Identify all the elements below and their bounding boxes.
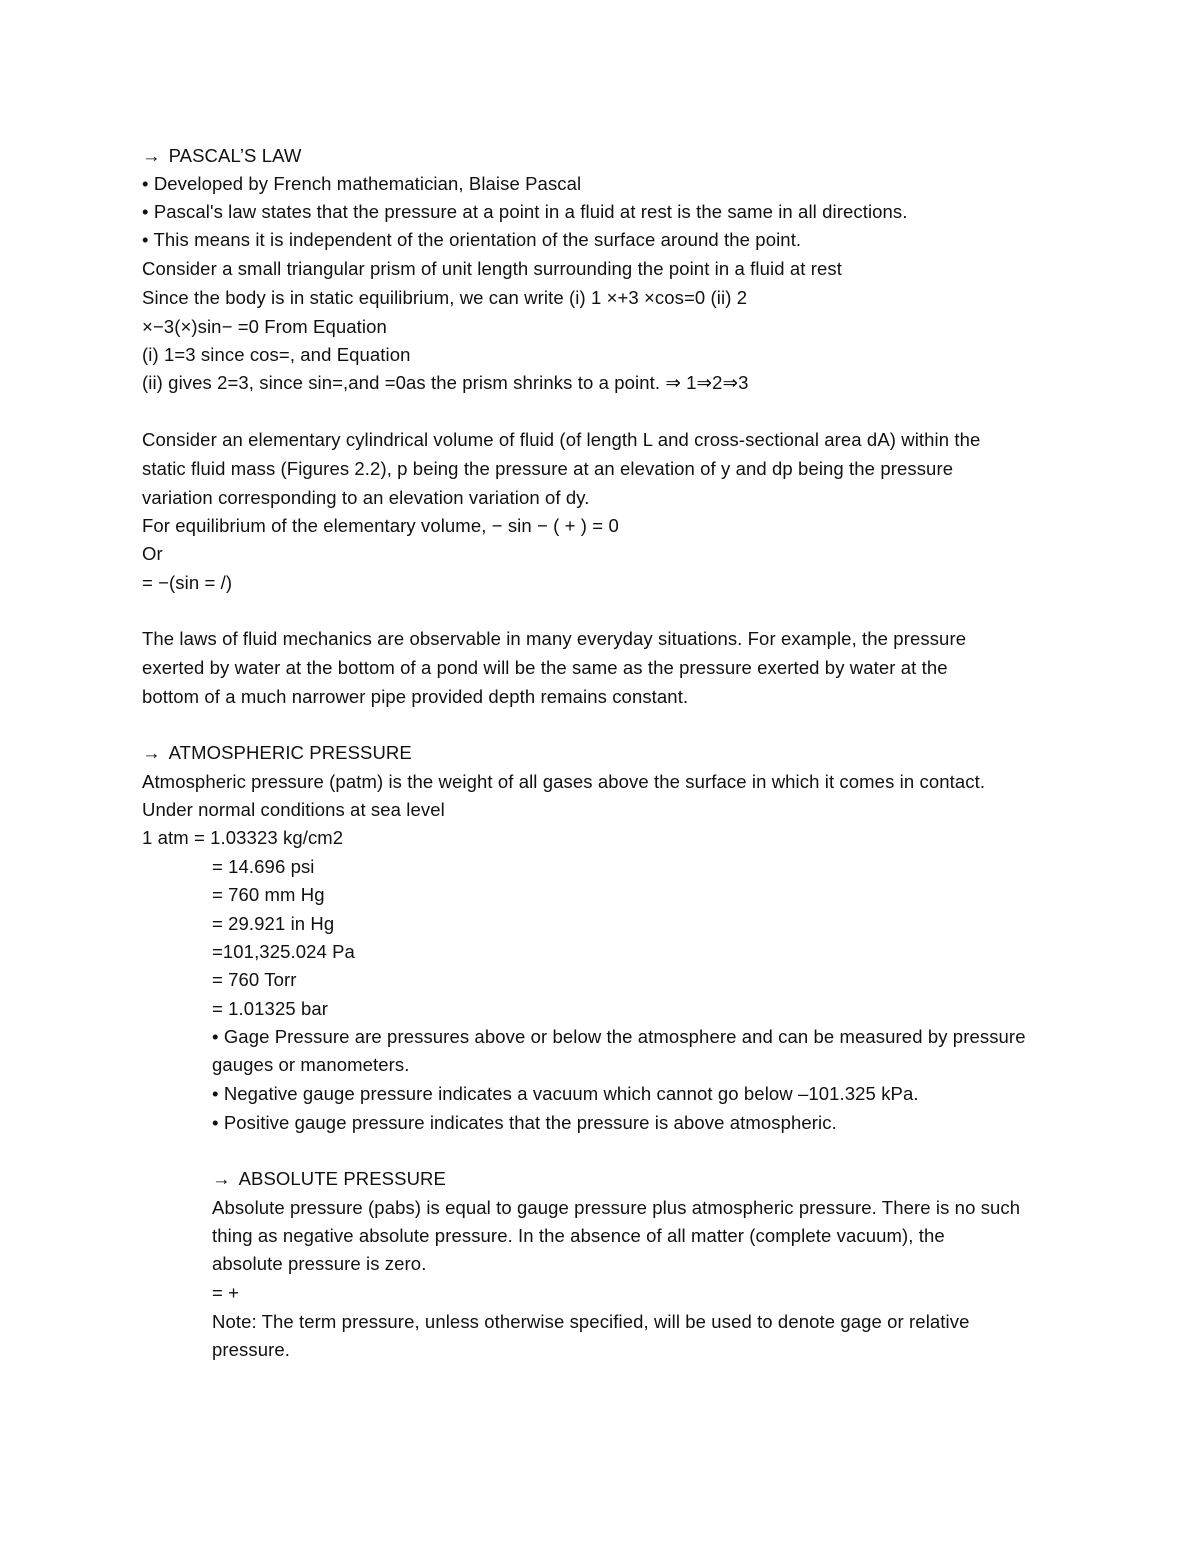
- equation-line: = −(sin = /): [142, 572, 233, 593]
- bullet-item: • Developed by French mathematician, Blaise Pascal: [142, 173, 582, 194]
- paragraph-line: Under normal conditions at sea level: [142, 799, 445, 820]
- equivalent-value: = 760 mm Hg: [212, 884, 325, 905]
- equivalent-value: = 14.696 psi: [212, 856, 315, 877]
- paragraph-line: static fluid mass (Figures 2.2), p being the pressure at an elevation of y and dp being the pressure: [142, 458, 954, 479]
- equation-line: 1 atm = 1.03323 kg/cm2: [142, 827, 344, 848]
- pascal-heading-line: [142, 144, 301, 168]
- note-line: pressure.: [212, 1339, 291, 1360]
- equivalent-value: = 760 Torr: [212, 969, 297, 990]
- equation-line: ×−3(×)sin− =0 From Equation: [142, 316, 387, 337]
- arrow-icon: →: [142, 742, 161, 763]
- bullet-item: • Pascal's law states that the pressure at a point in a fluid at rest is the same in all directions.: [142, 201, 908, 222]
- absolute-heading-line: [212, 1167, 446, 1191]
- paragraph-line: Atmospheric pressure (patm) is the weight of all gases above the surface in which it comes in contact.: [142, 771, 986, 792]
- bullet-item-continuation: gauges or manometers.: [212, 1054, 410, 1075]
- paragraph-line: absolute pressure is zero.: [212, 1253, 427, 1274]
- section-heading: PASCAL’S LAW: [168, 145, 302, 166]
- equation-line: For equilibrium of the elementary volume, − sin − ( + ) = 0: [142, 515, 619, 536]
- arrow-icon: →: [212, 1168, 231, 1189]
- paragraph-line: Absolute pressure (pabs) is equal to gauge pressure plus atmospheric pressure. There is no such: [212, 1197, 1021, 1218]
- note-line: Note: The term pressure, unless otherwise specified, will be used to denote gage or relative: [212, 1311, 970, 1332]
- bullet-item: • Gage Pressure are pressures above or below the atmosphere and can be measured by pressure: [212, 1026, 1026, 1047]
- bullet-item: • Positive gauge pressure indicates that the pressure is above atmospheric.: [212, 1112, 837, 1133]
- equation-line: = +: [212, 1282, 240, 1303]
- paragraph-line: Or: [142, 543, 163, 564]
- paragraph-line: bottom of a much narrower pipe provided depth remains constant.: [142, 686, 689, 707]
- equation-line: (i) 1=3 since cos=, and Equation: [142, 344, 411, 365]
- section-heading: ATMOSPHERIC PRESSURE: [168, 742, 412, 763]
- paragraph-line: Consider an elementary cylindrical volume of fluid (of length L and cross-sectional area dA) within the: [142, 429, 981, 450]
- equivalent-value: =101,325.024 Pa: [212, 941, 355, 962]
- paragraph-line: thing as negative absolute pressure. In the absence of all matter (complete vacuum), the: [212, 1225, 945, 1246]
- section-heading: ABSOLUTE PRESSURE: [238, 1168, 446, 1189]
- bullet-item: • This means it is independent of the orientation of the surface around the point.: [142, 229, 802, 250]
- paragraph-line: Consider a small triangular prism of unit length surrounding the point in a fluid at rest: [142, 258, 842, 279]
- bullet-item: • Negative gauge pressure indicates a vacuum which cannot go below –101.325 kPa.: [212, 1083, 919, 1104]
- arrow-icon: →: [142, 145, 161, 166]
- paragraph-line: The laws of fluid mechanics are observable in many everyday situations. For example, the pressure: [142, 628, 967, 649]
- equation-line: Since the body is in static equilibrium, we can write (i) 1 ×+3 ×cos=0 (ii) 2: [142, 287, 748, 308]
- atmospheric-heading-line: [142, 741, 412, 765]
- equivalent-value: = 1.01325 bar: [212, 998, 328, 1019]
- equation-line: (ii) gives 2=3, since sin=,and =0as the prism shrinks to a point. ⇒ 1⇒2⇒3: [142, 372, 749, 393]
- paragraph-line: variation corresponding to an elevation variation of dy.: [142, 487, 590, 508]
- equivalent-value: = 29.921 in Hg: [212, 913, 335, 934]
- paragraph-line: exerted by water at the bottom of a pond will be the same as the pressure exerted by water at the: [142, 657, 948, 678]
